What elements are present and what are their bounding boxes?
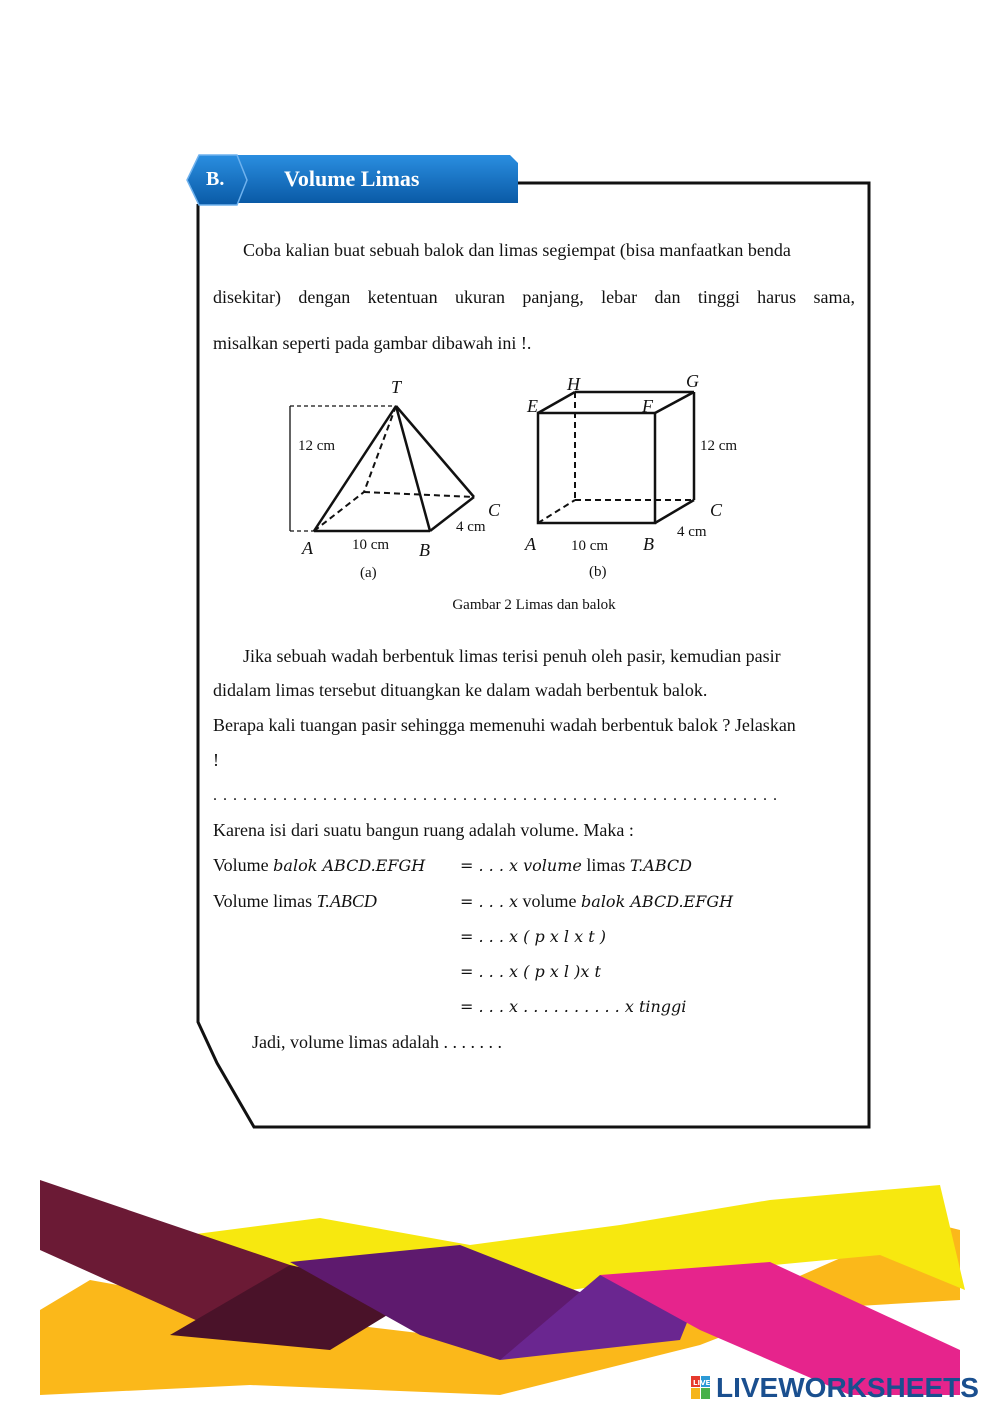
row2-rhs-text: volume [522, 891, 577, 911]
figure-caption: Gambar 2 Limas dan balok [452, 597, 616, 613]
cuboid-diagram [520, 380, 723, 540]
row2-label-text: Volume limas [213, 891, 313, 911]
row2-label-italic: T.ABCD [316, 891, 377, 911]
pyramid-a-label: A [302, 538, 313, 558]
liveworksheets-logo-icon [691, 1376, 711, 1400]
question-line-3: Berapa kali tuangan pasir sehingga memenuhi wadah berbentuk balok ? Jelaskan [213, 715, 796, 735]
row2-rhs-math: = . . . x [460, 892, 519, 911]
pyramid-length-label: 10 cm [352, 537, 390, 553]
derivation-row-1-label [213, 853, 425, 878]
row1-label-math: balok ABCD.EFGH [273, 856, 426, 875]
intro-line-3: misalkan seperti pada gambar dibawah ini !. [213, 333, 532, 353]
pyramid-height-label: 12 cm [298, 438, 336, 454]
cuboid-a-label: A [525, 534, 536, 554]
cuboid-h-label: H [567, 374, 580, 394]
cuboid-length-label: 10 cm [571, 538, 609, 554]
cuboid-height-label: 12 cm [700, 438, 738, 454]
conclusion: Jadi, volume limas adalah . . . . . . . [252, 1032, 502, 1052]
question-line-2: didalam limas tersebut dituangkan ke dalam wadah berbentuk balok. [213, 680, 708, 700]
pyramid-c-label: C [488, 500, 501, 520]
cuboid-b-label: B [643, 534, 654, 554]
cuboid-sub-label: (b) [589, 564, 607, 580]
pyramid-apex-label: T [391, 377, 402, 397]
pyramid-diagram [280, 370, 520, 570]
derivation-row-1-rhs [460, 853, 692, 878]
derivation-row-4: = . . . x ( p x l )x t [460, 962, 601, 981]
question-line-4: ! [213, 750, 219, 770]
row2-rhs-tail: balok ABCD.EFGH [581, 892, 734, 911]
derivation-row-3: = . . . x ( p x l x t ) [460, 927, 606, 946]
pyramid-width-label: 4 cm [456, 519, 486, 535]
row1-rhs-math: = . . . x volume [460, 856, 582, 875]
section-letter: B. [206, 168, 225, 190]
derivation-intro: Karena isi dari suatu bangun ruang adalah volume. Maka : [213, 820, 634, 840]
derivation-row-5: = . . . x . . . . . . . . . . x tinggi [460, 997, 687, 1016]
derivation-row-2-rhs [460, 889, 733, 914]
pyramid-sub-label: (a) [360, 565, 377, 581]
cuboid-width-label: 4 cm [677, 524, 707, 540]
cuboid-c-label: C [710, 500, 723, 520]
question-line-1: Jika sebuah wadah berbentuk limas terisi penuh oleh pasir, kemudian pasir [243, 646, 781, 666]
cuboid-e-label: E [527, 396, 538, 416]
derivation-row-2-label [213, 889, 377, 913]
pyramid-b-label: B [419, 540, 430, 560]
intro-line-1: Coba kalian buat sebuah balok dan limas segiempat (bisa manfaatkan benda [243, 240, 791, 260]
brand-name[interactable]: LIVEWORKSHEETS [716, 1372, 979, 1403]
answer-dots[interactable]: . . . . . . . . . . . . . . . . . . . . . . . . . . . . . . . . . . . . . . . . . . . . . . . . . . . . . . . . . [213, 787, 778, 804]
row1-rhs-text: limas [586, 855, 626, 875]
intro-line-2: disekitar) dengan ketentuan ukuran panjang, lebar dan tinggi harus sama, [213, 287, 855, 307]
cuboid-g-label: G [686, 371, 699, 391]
row1-rhs-tail: T.ABCD [629, 856, 692, 875]
cuboid-f-label: F [642, 396, 653, 416]
section-title: Volume Limas [284, 166, 420, 191]
logo-letter-l: LIVE [693, 1379, 711, 1387]
row1-label-text: Volume [213, 855, 269, 875]
